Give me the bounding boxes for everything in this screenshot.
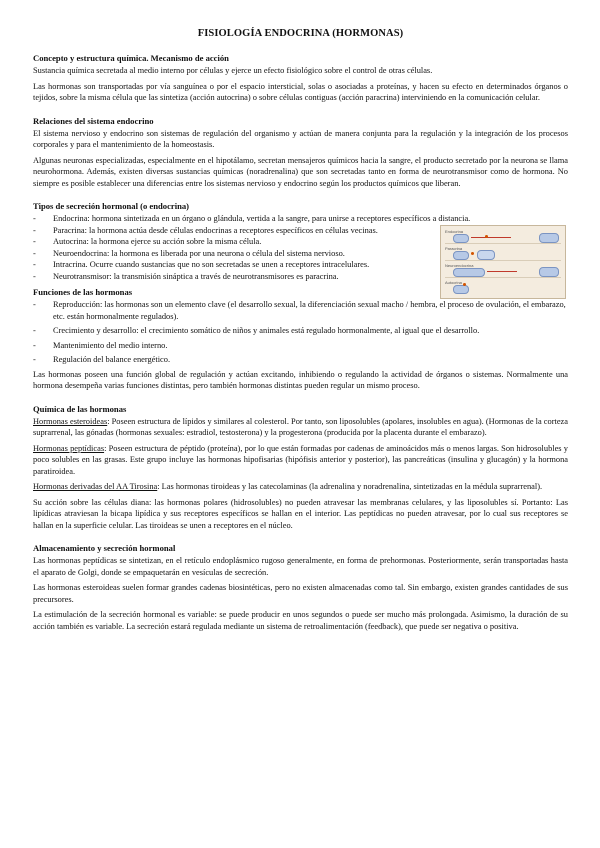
diagram-row xyxy=(445,279,561,294)
paragraph: Algunas neuronas especializadas, especialmente en el hipotálamo, secretan mensajeros químicos hacia la sangre, el producto secretado por la neurona se llama neurohormona. Además, existen diversas sustancias químicas (noradrenalina) que son secretadas tanto en forma de neurotransmisor como de hormona. No siempre es posible establecer una diferencias entre los sistemas nervioso y endocrino según los productos químicos que liberan. xyxy=(33,155,568,188)
section-title: Relaciones del sistema endocrino xyxy=(33,115,154,126)
diagram-row xyxy=(445,245,561,261)
paragraph xyxy=(33,416,568,439)
diagram-row-label: Endocrina xyxy=(445,229,464,234)
cell-shape xyxy=(477,250,495,260)
cell-shape xyxy=(453,234,469,243)
section-title: Tipos de secreción hormonal (o endocrina) xyxy=(33,201,190,211)
term-label: Hormonas derivadas del AA Tirosina xyxy=(33,482,158,491)
paragraph: El sistema nervioso y endocrino son sistemas de regulación del organismo y actúan de manera conjunta para la regulación y la integración de los procesos corporales y para el mantenimiento de la homeostasis. xyxy=(33,128,568,149)
paragraph: Sustancia química secretada al medio interno por células y ejerce un efecto fisiológico sobre el control de otras células. xyxy=(33,66,433,75)
list-item: - Mantenimiento del medio interno. xyxy=(33,340,568,352)
section-almacenamiento xyxy=(33,543,568,632)
paragraph xyxy=(33,443,568,478)
paragraph: Las hormonas esteroideas suelen formar grandes cadenas biosintéticas, pero no existen almacenadas como tal. Sin embargo, existen grandes cantidades de sus precursores. xyxy=(33,583,568,604)
paragraph: Su acción sobre las células diana: las hormonas polares (hidrosolubles) no pueden atravesar las membranas celulares, y las liposolubles sí. Portanto: Las lipídicas atraviesan la bicapa lipídica y sus receptores específicos se hallan en el interior. Las peptídicas no pueden atravesar, por lo cual sus receptores se hallan en la superficie celular. Las tiroideas se unen a receptores en el núcleo. xyxy=(33,497,568,530)
term-text: : Poseen estructura de péptido (proteína), por lo que están formadas por cadenas de aminoácidos más o menos largas. Son hidrosolubles y poco solubles en las grasas. Este grupo incluye las hormonas hipofisarias (hipófisis anterior y posterior), las pancreáticas (insulina y glucagón) y la hormona paratiroidea. xyxy=(33,443,568,476)
section-title: Funciones de las hormonas xyxy=(33,287,133,297)
section-funciones xyxy=(33,287,568,392)
diagram-row-label: Neuroendocrina xyxy=(445,263,474,268)
section-relaciones xyxy=(33,116,568,190)
cell-shape xyxy=(539,233,559,243)
term-label: Hormonas peptídicas xyxy=(33,443,105,453)
cell-shape xyxy=(453,285,469,294)
arrow-shape xyxy=(487,271,517,272)
hormone-dot xyxy=(485,235,488,238)
paragraph: Las hormonas peptídicas se sintetizan, en el retículo endoplásmico rugoso generalmente, en forma de prehormonas. Posteriormente, serán transportadas hasta el aparato de Golgi, donde se empaquetarán en vesículas de secreción. xyxy=(33,556,568,577)
diagram-row xyxy=(445,262,561,278)
diagram-row-label: Paracrina xyxy=(445,246,463,251)
list-item: - Endocrina: hormona sintetizada en un órgano o glándula, vertida a la sangre, para unirse a receptores específicos a distancia. xyxy=(33,213,568,225)
diagram-row-label: Autocrina xyxy=(445,280,462,285)
hormone-dot xyxy=(471,252,474,255)
list-item: - Crecimiento y desarrollo: el crecimiento somático de niños y animales está regulado hormonalmente, al igual que el desarrollo. xyxy=(33,325,568,337)
list-item: - Reproducción: las hormonas son un elemento clave (el desarrollo sexual, la diferenciación sexual macho / hembra, el proceso de ovulación, el embarazo, etc. están hormonalmente regulados). xyxy=(33,299,568,322)
section-title: Concepto y estructura química. Mecanismo de acción xyxy=(33,53,229,63)
functions-list xyxy=(33,299,568,366)
list-item: - Autocrina: la hormona ejerce su acción sobre la misma célula. xyxy=(33,236,568,248)
cell-shape xyxy=(453,251,469,260)
term-text: : Poseen estructura de lípidos y similares al colesterol. Por tanto, son liposolubles (apolares, insolubles en agua). (Hormonas de la corteza suprarrenal, las gónadas (hormonas sexuales: estradiol, testosterona) y la progesterona (producida por la placenta durante el embarazo). xyxy=(33,416,568,437)
arrow-shape xyxy=(471,237,511,238)
section-quimica xyxy=(33,404,568,532)
paragraph: La estimulación de la secreción hormonal es variable: se puede producir en unos segundos o puede ser mucho más prolongada. Asimismo, la duración de su acción también es variable. La secreción estará regulada mediante un sistema de retroalimentación (feedback), que puede ser negativa o positiva. xyxy=(33,610,568,631)
section-title: Química de las hormonas xyxy=(33,403,127,414)
list-item: - Intracrina. Ocurre cuando sustancias que no son secretadas se unen a receptores intracelulares. xyxy=(33,259,568,271)
neuron-shape xyxy=(453,268,485,277)
section-tipos-secrecion xyxy=(33,201,568,285)
list-item: - Neurotransmisor: la transmisión sináptica a través de neurotransmisores es paracrina. xyxy=(33,271,568,283)
cell-shape xyxy=(539,267,559,277)
paragraph xyxy=(33,481,568,493)
paragraph: Las hormonas son transportadas por vía sanguínea o por el espacio intersticial, solas o asociadas a proteínas, y hacen su efecto en determinados órganos o tejidos, sobre la misma célula que las sintetiza (acción autocrina) o sobre células contiguas (acción paracrina) interviniendo en la comunicación celular. xyxy=(33,81,568,102)
document-title: FISIOLOGÍA ENDOCRINA (HORMONAS) xyxy=(197,28,404,39)
term-label: Hormonas esteroideas xyxy=(33,416,108,426)
term-text: : Las hormonas tiroideas y las catecolaminas (la adrenalina y noradrenalina, sintetizadas en la médula suprarrenal). xyxy=(157,482,543,491)
secretion-types-diagram xyxy=(440,225,566,299)
list-item: - Neuroendocrina: la hormona es liberada por una neurona o célula del sistema nervioso. xyxy=(33,248,568,260)
list-item: - Regulación del balance energético. xyxy=(33,354,568,366)
paragraph: Las hormonas poseen una función global de regulación y actúan excitando, inhibiendo o regulando la actividad de órganos o sistemas. Normalmente una hormona desempeña varias funciones distintas, pero también hormonas distintas pueden regular un mismo proceso. xyxy=(33,369,568,390)
section-title: Almacenamiento y secreción hormonal xyxy=(33,543,176,553)
diagram-row xyxy=(445,228,561,244)
hormone-dot xyxy=(463,283,466,286)
list-item: - Paracrina: la hormona actúa desde células endocrinas a receptores específicos en células vecinas. xyxy=(33,225,568,237)
section-concepto xyxy=(33,53,568,104)
